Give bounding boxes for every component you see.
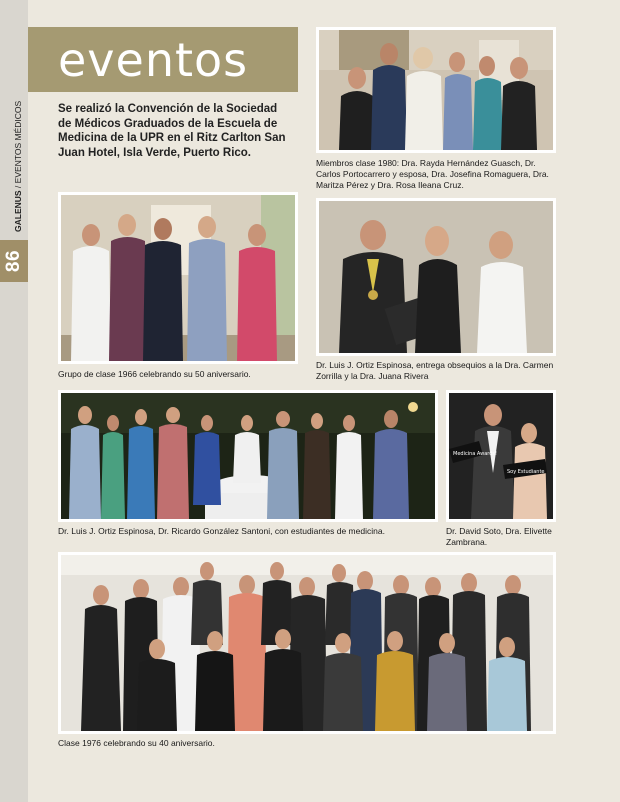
photo-clase-1976 — [58, 552, 556, 734]
section-name: EVENTOS MÉDICOS — [13, 100, 23, 184]
photo-obsequios — [316, 198, 556, 356]
caption-clase-1976: Clase 1976 celebrando su 40 aniversario. — [58, 738, 215, 748]
photo-obsequios-image — [319, 201, 553, 353]
sign-left-text: Medicina Awards! — [453, 451, 498, 457]
section-label — [13, 101, 23, 232]
photo-soto-zambrana — [446, 390, 556, 522]
photo-clase-1966-image — [61, 195, 295, 361]
sign-right-text: Soy Estudiante — [507, 469, 545, 475]
photo-soto-zambrana-image — [449, 393, 553, 519]
intro-text: Se realizó la Convención de la Sociedad de Médicos Graduados de la Escuela de Medicina de la UPR en el Ritz Carlton San Juan Hotel, Isla Verde, Puerto Rico. — [58, 103, 286, 159]
section-separator: / — [13, 183, 23, 191]
photo-estudiantes — [58, 390, 438, 522]
caption-clase-1980: Miembros clase 1980: Dra. Rayda Hernández Guasch, Dr. Carlos Portocarrero y esposa, Dra. Josefina Romaguera, Dra. Maritza Pérez y Dra. Rosa Ileana Cruz. — [316, 158, 549, 190]
photo-clase-1976-image — [61, 555, 553, 731]
page-title: eventos — [58, 33, 249, 87]
page-number — [0, 240, 28, 282]
page-number-text: 86 — [2, 249, 24, 273]
photo-clase-1980 — [316, 27, 556, 153]
section-brand: GALENUS — [13, 190, 23, 232]
photo-clase-1966 — [58, 192, 298, 364]
caption-estudiantes: Dr. Luis J. Ortiz Espinosa, Dr. Ricardo González Santoni, con estudiantes de medicina. — [58, 526, 385, 536]
caption-clase-1966: Grupo de clase 1966 celebrando su 50 aniversario. — [58, 369, 251, 379]
caption-soto-zambrana: Dr. David Soto, Dra. Elivette Zambrana. — [446, 526, 552, 547]
photo-estudiantes-image — [61, 393, 435, 519]
title-band — [28, 27, 298, 92]
caption-obsequios: Dr. Luis J. Ortiz Espinosa, entrega obsequios a la Dra. Carmen Zorrilla y la Dra. Juana Rivera — [316, 360, 554, 381]
photo-clase-1980-image — [319, 30, 553, 150]
